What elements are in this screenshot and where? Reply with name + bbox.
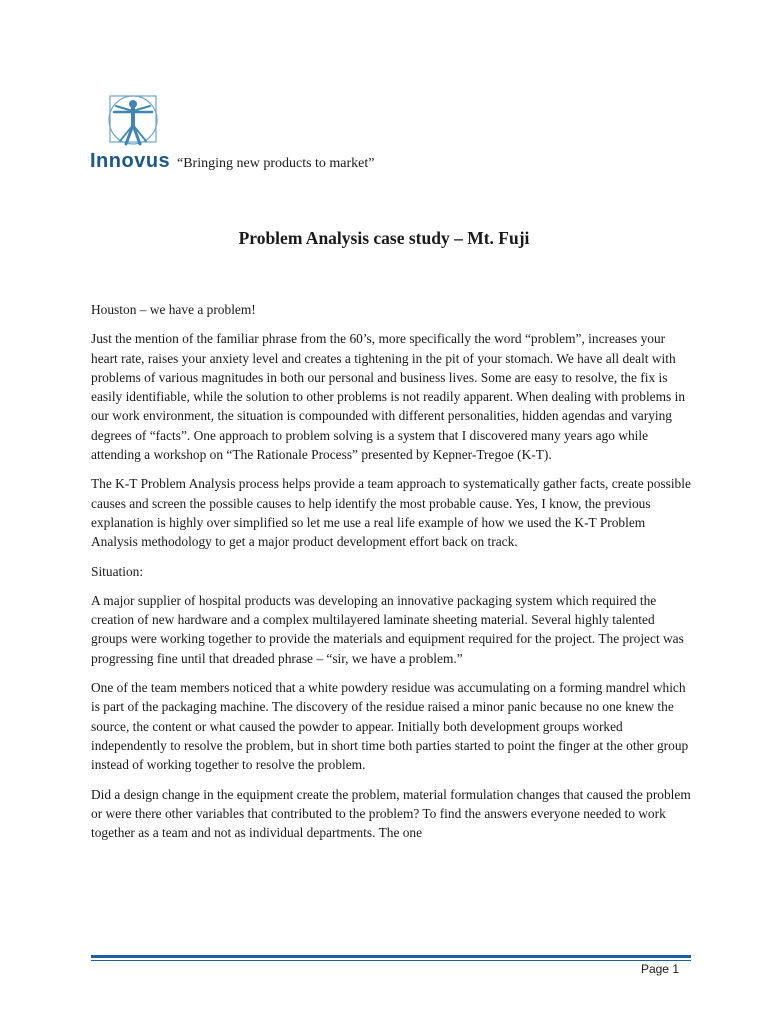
- paragraph: One of the team members noticed that a white powdery residue was accumulating on a forming mandrel which is part of the packaging machine. The discovery of the residue raised a minor panic because no one knew the source, the content or what caused the powder to appear. Initially both development groups worked independently to resolve the problem, but in short time both parties started to point the finger at the other group instead of working together to resolve the problem.: [91, 680, 689, 773]
- brand-name: Innovus: [90, 150, 171, 172]
- section-heading: Situation:: [91, 563, 144, 579]
- paragraph: Just the mention of the familiar phrase from the 60’s, more specifically the word “problem”, increases your heart rate, raises your anxiety level and creates a tightening in the pit of your stomach. We have all dealt with problems of various magnitudes in both our personal and business lives. Some are easy to resolve, the fix is easily identifiable, while the solution to other problems is not readily apparent. When dealing with problems in our work environment, the situation is compounded with different personalities, hidden agendas and varying degrees of “facts”. One approach to problem solving is a system that I discovered many years ago while attending a workshop on “The Rationale Process” presented by Kepner-Tregoe (K-T).: [91, 331, 686, 463]
- document-body: [91, 300, 691, 852]
- vitruvian-man-icon: [104, 92, 162, 150]
- footer-divider: [91, 955, 691, 961]
- document-title: Problem Analysis case study – Mt. Fuji: [238, 228, 530, 248]
- paragraph: Houston – we have a problem!: [91, 302, 256, 317]
- company-logo: [90, 92, 176, 174]
- paragraph: The K-T Problem Analysis process helps provide a team approach to systematically gather facts, create possible causes and screen the possible causes to help identify the most probable cause. Yes, I know, the previous explanation is highly over simplified so let me use a real life example of how we used the K-T Problem Analysis methodology to get a major product development effort back on track.: [91, 476, 691, 550]
- paragraph: A major supplier of hospital products was developing an innovative packaging system which required the creation of new hardware and a complex multilayered laminate sheeting material. Several highly talented groups were working together to provide the materials and equipment required for the project. The project was progressing fine until that dreaded phrase – “sir, we have a problem.”: [91, 592, 684, 666]
- paragraph: Did a design change in the equipment create the problem, material formulation changes that caused the problem or were there other variables that contributed to the problem? To find the answers everyone needed to work together as a team and not as individual departments. The one: [91, 786, 691, 841]
- tagline: “Bringing new products to market”: [177, 156, 375, 171]
- page-number: Page 1: [640, 962, 679, 976]
